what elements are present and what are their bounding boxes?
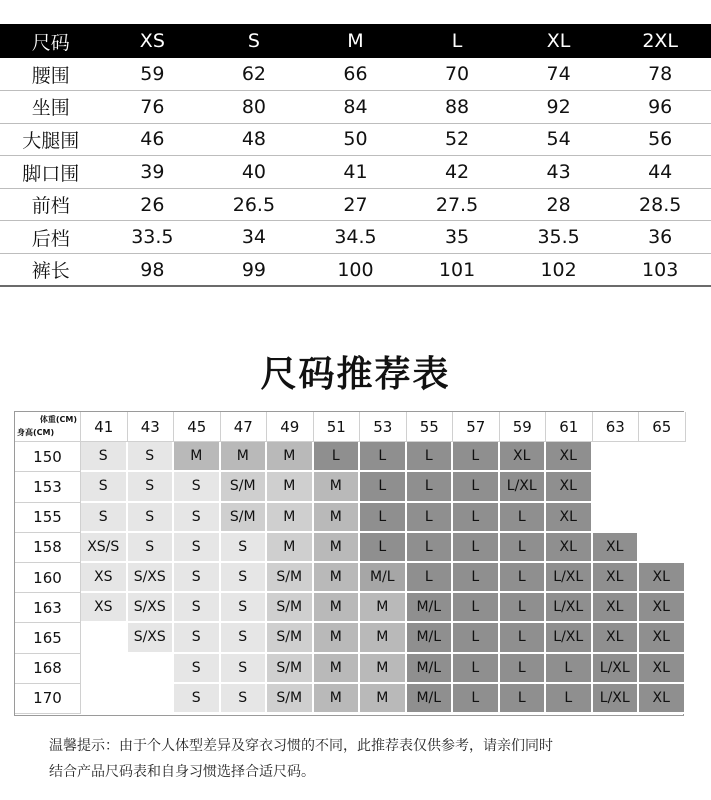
- size-table-row: [0, 221, 711, 254]
- size-table: [0, 24, 711, 287]
- size-recommendation-cell: L: [500, 654, 547, 684]
- size-recommendation-cell: M: [314, 593, 361, 623]
- size-recommendation-cell: M/L: [407, 593, 454, 623]
- size-recommendation-cell: S/M: [267, 623, 314, 653]
- measure-value: 78: [609, 58, 711, 91]
- size-recommendation-cell: M: [267, 472, 314, 502]
- size-recommendation-cell: S/M: [267, 593, 314, 623]
- size-recommendation-cell: L: [453, 684, 500, 714]
- size-recommendation-cell: L: [453, 533, 500, 563]
- size-recommendation-cell: S: [81, 503, 128, 533]
- measure-value: 41: [305, 156, 407, 189]
- measure-value: 46: [102, 123, 204, 156]
- size-recommendation-cell: L: [453, 654, 500, 684]
- size-recommendation-cell: XL: [593, 623, 640, 653]
- size-recommendation-cell: [593, 442, 640, 472]
- height-row: [15, 684, 686, 714]
- size-recommendation-cell: M: [360, 593, 407, 623]
- height-header-cell: 170: [15, 684, 81, 714]
- size-recommendation-cell: XL: [639, 623, 686, 653]
- size-recommendation-cell: L: [407, 533, 454, 563]
- size-recommendation-cell: XL: [639, 684, 686, 714]
- size-table-header: [0, 24, 711, 58]
- size-recommendation-cell: M: [314, 654, 361, 684]
- size-recommendation-cell: M: [267, 503, 314, 533]
- weight-axis-label: 体重(CM): [39, 415, 77, 424]
- measure-value: 33.5: [102, 221, 204, 254]
- size-recommendation-cell: S/M: [267, 563, 314, 593]
- size-recommendation-cell: S/XS: [128, 593, 175, 623]
- measure-value: 26.5: [203, 188, 305, 221]
- measure-value: 70: [406, 58, 508, 91]
- measure-value: 36: [609, 221, 711, 254]
- measure-label: 坐围: [0, 91, 102, 124]
- size-recommendation-cell: L: [360, 533, 407, 563]
- size-recommendation-cell: M: [267, 442, 314, 472]
- height-header-cell: 160: [15, 563, 81, 593]
- height-header-cell: 150: [15, 442, 81, 472]
- size-recommendation-cell: M: [314, 623, 361, 653]
- size-recommendation-cell: S: [174, 503, 221, 533]
- size-recommendation-cell: M/L: [407, 623, 454, 653]
- tips-note: [49, 733, 689, 785]
- size-recommendation-cell: L: [453, 503, 500, 533]
- size-recommendation-cell: S/XS: [128, 563, 175, 593]
- size-recommendation-cell: L: [500, 563, 547, 593]
- size-recommendation-cell: L: [407, 503, 454, 533]
- measure-value: 52: [406, 123, 508, 156]
- size-recommendation-cell: L: [500, 533, 547, 563]
- size-recommendation-cell: [81, 623, 128, 653]
- size-recommendation-cell: L/XL: [593, 654, 640, 684]
- size-header-cell: S: [203, 24, 305, 58]
- size-recommendation-cell: L: [407, 563, 454, 593]
- size-recommendation-cell: [639, 533, 686, 563]
- height-axis-label: 身高(CM): [17, 428, 55, 438]
- size-recommendation-cell: L: [546, 684, 593, 714]
- measure-value: 74: [508, 58, 610, 91]
- size-recommendation-cell: L: [360, 503, 407, 533]
- weight-header-cell: 63: [593, 412, 640, 442]
- size-recommendation-cell: [128, 654, 175, 684]
- corner-cell: [15, 412, 81, 442]
- size-recommendation-cell: M: [174, 442, 221, 472]
- size-recommendation-cell: S: [128, 442, 175, 472]
- weight-header-cell: 65: [639, 412, 686, 442]
- size-recommendation-cell: M: [221, 442, 268, 472]
- height-row: [15, 563, 686, 593]
- size-recommendation-cell: XL: [546, 472, 593, 502]
- height-row: [15, 472, 686, 502]
- measure-value: 40: [203, 156, 305, 189]
- measure-value: 92: [508, 91, 610, 124]
- recommendation-grid: [15, 412, 686, 714]
- recommendation-title: 尺码推荐表: [260, 354, 451, 395]
- height-row: [15, 623, 686, 653]
- size-recommendation-cell: [639, 503, 686, 533]
- measure-value: 28: [508, 188, 610, 221]
- measure-value: 62: [203, 58, 305, 91]
- size-recommendation-cell: M: [267, 533, 314, 563]
- size-header-cell: M: [305, 24, 407, 58]
- size-recommendation-cell: S/M: [267, 654, 314, 684]
- size-header-label: 尺码: [0, 24, 102, 58]
- measure-value: 88: [406, 91, 508, 124]
- size-recommendation-cell: L: [500, 503, 547, 533]
- size-recommendation-cell: S: [221, 654, 268, 684]
- measure-label: 前档: [0, 188, 102, 221]
- measure-value: 35: [406, 221, 508, 254]
- size-recommendation-cell: L: [407, 472, 454, 502]
- size-recommendation-cell: L/XL: [500, 472, 547, 502]
- size-recommendation-cell: [593, 503, 640, 533]
- weight-header-cell: 57: [453, 412, 500, 442]
- size-recommendation-cell: M: [360, 654, 407, 684]
- measure-value: 59: [102, 58, 204, 91]
- measure-value: 54: [508, 123, 610, 156]
- measure-value: 44: [609, 156, 711, 189]
- weight-header-cell: 47: [221, 412, 268, 442]
- measure-value: 42: [406, 156, 508, 189]
- size-recommendation-cell: L: [453, 472, 500, 502]
- measure-value: 50: [305, 123, 407, 156]
- measure-value: 101: [406, 254, 508, 287]
- size-recommendation-cell: S: [174, 563, 221, 593]
- size-header-cell: 2XL: [609, 24, 711, 58]
- size-recommendation-cell: S: [81, 472, 128, 502]
- size-recommendation-cell: L/XL: [546, 563, 593, 593]
- size-recommendation-cell: XL: [546, 503, 593, 533]
- size-recommendation-cell: M/L: [407, 654, 454, 684]
- size-recommendation-cell: S: [174, 684, 221, 714]
- measure-value: 27: [305, 188, 407, 221]
- measure-value: 80: [203, 91, 305, 124]
- measure-value: 66: [305, 58, 407, 91]
- size-recommendation-cell: M: [314, 533, 361, 563]
- size-recommendation-cell: XS: [81, 593, 128, 623]
- size-recommendation-cell: L: [453, 593, 500, 623]
- size-recommendation-cell: S/XS: [128, 623, 175, 653]
- size-recommendation-cell: S: [174, 533, 221, 563]
- tips-line-2: 结合产品尺码表和自身习惯选择合适尺码。: [49, 764, 315, 780]
- size-recommendation-cell: S: [174, 623, 221, 653]
- height-header-cell: 155: [15, 503, 81, 533]
- weight-header-cell: 41: [81, 412, 128, 442]
- size-recommendation-cell: L: [453, 563, 500, 593]
- measure-value: 35.5: [508, 221, 610, 254]
- tips-line-1: 温馨提示：由于个人体型差异及穿衣习惯的不同，此推荐表仅供参考，请亲们同时: [49, 738, 553, 754]
- recommendation-chart: [14, 411, 684, 716]
- size-table-row: [0, 156, 711, 189]
- size-recommendation-cell: [128, 684, 175, 714]
- size-table-row: [0, 58, 711, 91]
- weight-header-row: [15, 412, 686, 442]
- size-recommendation-cell: L: [500, 593, 547, 623]
- size-recommendation-cell: XL: [593, 563, 640, 593]
- size-recommendation-cell: S: [174, 654, 221, 684]
- size-recommendation-cell: [81, 654, 128, 684]
- height-row: [15, 442, 686, 472]
- height-header-cell: 165: [15, 623, 81, 653]
- size-table-row: [0, 188, 711, 221]
- size-recommendation-cell: L: [360, 472, 407, 502]
- size-recommendation-cell: L/XL: [593, 684, 640, 714]
- measure-value: 103: [609, 254, 711, 287]
- weight-header-cell: 59: [500, 412, 547, 442]
- measure-value: 34.5: [305, 221, 407, 254]
- size-recommendation-cell: XL: [639, 563, 686, 593]
- size-recommendation-cell: XL: [546, 533, 593, 563]
- height-row: [15, 533, 686, 563]
- size-table-row: [0, 91, 711, 124]
- weight-header-cell: 55: [407, 412, 454, 442]
- size-recommendation-cell: M/L: [407, 684, 454, 714]
- size-recommendation-cell: L: [314, 442, 361, 472]
- size-recommendation-cell: L: [407, 442, 454, 472]
- size-recommendation-cell: XS/S: [81, 533, 128, 563]
- size-recommendation-cell: M: [360, 684, 407, 714]
- size-recommendation-cell: [639, 472, 686, 502]
- size-recommendation-cell: S: [174, 593, 221, 623]
- height-row: [15, 593, 686, 623]
- size-recommendation-cell: L: [500, 684, 547, 714]
- weight-header-cell: 61: [546, 412, 593, 442]
- measure-value: 96: [609, 91, 711, 124]
- size-recommendation-cell: S: [128, 533, 175, 563]
- size-recommendation-cell: [593, 472, 640, 502]
- size-recommendation-cell: L: [453, 442, 500, 472]
- size-recommendation-cell: XL: [593, 533, 640, 563]
- weight-header-cell: 45: [174, 412, 221, 442]
- size-recommendation-cell: XL: [593, 593, 640, 623]
- weight-header-cell: 49: [267, 412, 314, 442]
- size-recommendation-cell: L: [360, 442, 407, 472]
- size-header-cell: L: [406, 24, 508, 58]
- measure-label: 裤长: [0, 254, 102, 287]
- measure-value: 98: [102, 254, 204, 287]
- measure-value: 43: [508, 156, 610, 189]
- size-recommendation-cell: S/M: [267, 684, 314, 714]
- height-header-cell: 158: [15, 533, 81, 563]
- weight-header-cell: 53: [360, 412, 407, 442]
- height-row: [15, 654, 686, 684]
- size-recommendation-cell: [639, 442, 686, 472]
- measure-value: 102: [508, 254, 610, 287]
- size-recommendation-cell: S: [221, 563, 268, 593]
- size-recommendation-cell: L/XL: [546, 593, 593, 623]
- measure-value: 28.5: [609, 188, 711, 221]
- size-recommendation-cell: XL: [639, 654, 686, 684]
- measure-value: 99: [203, 254, 305, 287]
- measure-label: 腰围: [0, 58, 102, 91]
- size-recommendation-cell: XL: [500, 442, 547, 472]
- measure-value: 48: [203, 123, 305, 156]
- measure-label: 后档: [0, 221, 102, 254]
- size-recommendation-cell: S/M: [221, 503, 268, 533]
- size-recommendation-cell: L: [546, 654, 593, 684]
- size-recommendation-cell: L: [453, 623, 500, 653]
- measure-value: 76: [102, 91, 204, 124]
- size-table-body: [0, 58, 711, 286]
- measure-value: 34: [203, 221, 305, 254]
- size-recommendation-cell: L: [500, 623, 547, 653]
- size-recommendation-cell: M: [314, 563, 361, 593]
- size-recommendation-cell: S/M: [221, 472, 268, 502]
- height-row: [15, 503, 686, 533]
- measure-value: 100: [305, 254, 407, 287]
- size-recommendation-cell: XL: [546, 442, 593, 472]
- height-header-cell: 153: [15, 472, 81, 502]
- size-recommendation-cell: M: [314, 472, 361, 502]
- size-recommendation-cell: S: [221, 533, 268, 563]
- size-recommendation-cell: M: [314, 503, 361, 533]
- weight-header-cell: 51: [314, 412, 361, 442]
- size-recommendation-cell: S: [81, 442, 128, 472]
- measure-value: 26: [102, 188, 204, 221]
- measure-label: 脚口围: [0, 156, 102, 189]
- measure-label: 大腿围: [0, 123, 102, 156]
- size-recommendation-cell: XS: [81, 563, 128, 593]
- size-recommendation-cell: XL: [639, 593, 686, 623]
- size-header-cell: XL: [508, 24, 610, 58]
- size-recommendation-cell: S: [221, 684, 268, 714]
- size-recommendation-cell: S: [128, 472, 175, 502]
- measure-value: 84: [305, 91, 407, 124]
- size-table-row: [0, 123, 711, 156]
- size-recommendation-cell: S: [174, 472, 221, 502]
- size-header-cell: XS: [102, 24, 204, 58]
- weight-header-cell: 43: [128, 412, 175, 442]
- size-recommendation-cell: S: [221, 623, 268, 653]
- measure-value: 39: [102, 156, 204, 189]
- size-recommendation-cell: M: [360, 623, 407, 653]
- height-header-cell: 168: [15, 654, 81, 684]
- size-recommendation-cell: S: [221, 593, 268, 623]
- measure-value: 56: [609, 123, 711, 156]
- size-recommendation-cell: M: [314, 684, 361, 714]
- size-recommendation-cell: [81, 684, 128, 714]
- size-recommendation-cell: M/L: [360, 563, 407, 593]
- size-recommendation-cell: S: [128, 503, 175, 533]
- height-header-cell: 163: [15, 593, 81, 623]
- size-recommendation-cell: L/XL: [546, 623, 593, 653]
- measure-value: 27.5: [406, 188, 508, 221]
- size-table-row: [0, 254, 711, 287]
